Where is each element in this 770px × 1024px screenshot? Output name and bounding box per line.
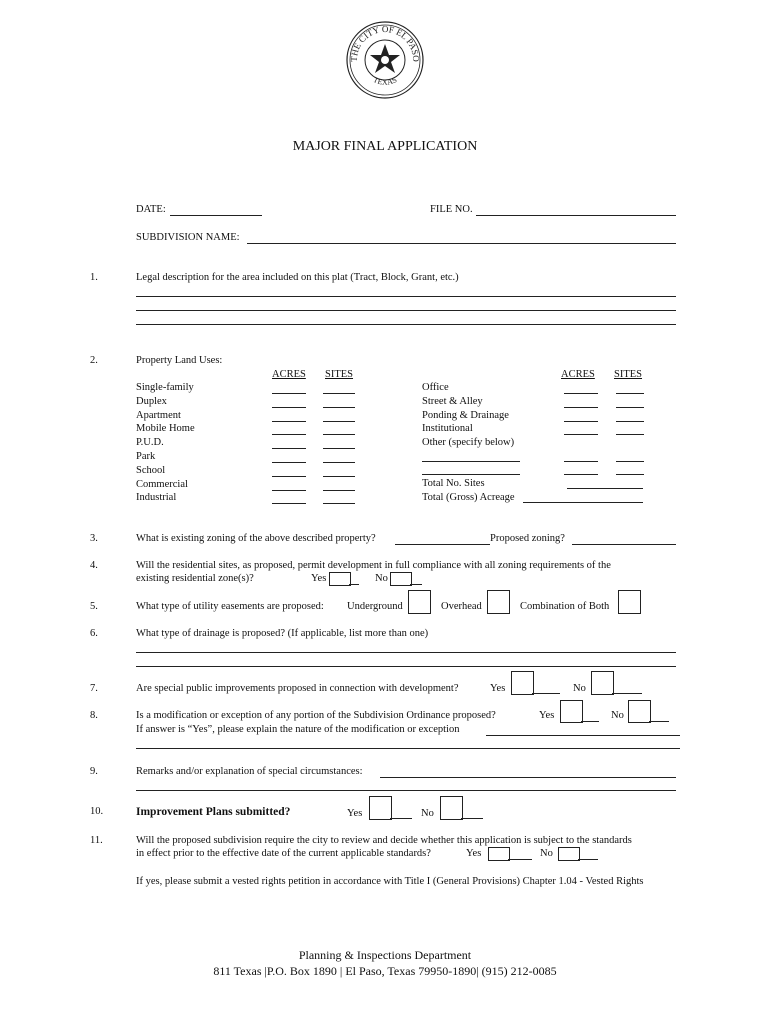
q8-no-label: No — [611, 710, 624, 721]
underground-label: Underground — [347, 601, 403, 612]
q6-line-1[interactable] — [136, 652, 676, 653]
sites-field[interactable] — [616, 407, 644, 408]
question-number: 8. — [90, 710, 98, 721]
sites-header-left: SITES — [325, 369, 354, 380]
q8-no-line — [649, 721, 669, 722]
acres-header-right: ACRES — [561, 369, 595, 380]
sites-field[interactable] — [323, 393, 355, 394]
sites-field[interactable] — [323, 421, 355, 422]
total-acreage-field[interactable] — [523, 502, 643, 503]
q6-line-2[interactable] — [136, 666, 676, 667]
sites-field[interactable] — [323, 490, 355, 491]
acres-field[interactable] — [272, 490, 306, 491]
other-sites-1[interactable] — [616, 461, 644, 462]
q9-remarks-label: Remarks and/or explanation of special circumstances: — [136, 766, 363, 777]
acres-field[interactable] — [272, 476, 306, 477]
subdivision-name-label: SUBDIVISION NAME: — [136, 232, 240, 243]
q8-explain-label: If answer is “Yes”, please explain the nature of the modification or exception — [136, 724, 460, 735]
q11-text-line1: Will the proposed subdivision require the city to review and decide whether this application is subject to the standards — [136, 835, 632, 846]
land-use-label: Ponding & Drainage — [422, 409, 509, 421]
q7-improvements-label: Are special public improvements proposed in connection with development? — [136, 683, 459, 694]
acres-field[interactable] — [272, 434, 306, 435]
svg-text:THE CITY OF EL PASO: THE CITY OF EL PASO — [348, 23, 422, 63]
footer-address: 811 Texas |P.O. Box 1890 | El Paso, Texas 79950-1890| (915) 212-0085 — [213, 964, 557, 978]
land-use-label: Other (specify below) — [422, 437, 515, 449]
q9-remarks-line-2[interactable] — [136, 790, 676, 791]
city-seal-logo — [345, 20, 425, 100]
land-use-label: Duplex — [136, 395, 167, 407]
q7-yes-line — [532, 693, 560, 694]
sites-field[interactable] — [323, 503, 355, 504]
land-use-label: Street & Alley — [422, 395, 483, 407]
date-label: DATE: — [136, 204, 166, 215]
q3-existing-zoning-label: What is existing zoning of the above described property? — [136, 533, 376, 544]
question-number: 11. — [90, 835, 103, 846]
sites-field[interactable] — [323, 476, 355, 477]
overhead-label: Overhead — [441, 601, 482, 612]
subdivision-name-field[interactable] — [247, 243, 676, 244]
overhead-checkbox[interactable] — [487, 590, 510, 614]
q11-text-line2: in effect prior to the effective date of the current applicable standards? — [136, 848, 431, 859]
sites-field[interactable] — [323, 448, 355, 449]
question-number: 10. — [90, 806, 104, 817]
acres-field[interactable] — [564, 421, 598, 422]
q8-modification-label: Is a modification or exception of any portion of the Subdivision Ordinance proposed? — [136, 710, 496, 721]
sites-field[interactable] — [323, 434, 355, 435]
land-use-label: Institutional — [422, 423, 473, 435]
sites-field[interactable] — [323, 462, 355, 463]
sites-field[interactable] — [616, 434, 644, 435]
proposed-zoning-field[interactable] — [572, 544, 676, 545]
q8-no-checkbox[interactable] — [628, 700, 651, 723]
other-acres-1[interactable] — [564, 461, 598, 462]
q2-land-uses-label: Property Land Uses: — [136, 355, 223, 366]
other-specify-line-1[interactable] — [422, 461, 520, 462]
q10-no-checkbox[interactable] — [440, 796, 463, 820]
q11-no-checkbox[interactable] — [558, 847, 580, 861]
land-use-label: Park — [136, 451, 156, 462]
q11-no-label: No — [540, 848, 553, 859]
q7-yes-checkbox[interactable] — [511, 671, 534, 695]
q10-improvement-plans-label: Improvement Plans submitted? — [136, 806, 291, 818]
sites-field[interactable] — [616, 393, 644, 394]
q11-yes-checkbox[interactable] — [488, 847, 510, 861]
question-number: 1. — [90, 272, 98, 283]
q10-yes-label: Yes — [347, 808, 363, 819]
file-no-label: FILE NO. — [430, 204, 473, 215]
page-title: MAJOR FINAL APPLICATION — [292, 139, 478, 154]
question-number: 5. — [90, 601, 98, 612]
q8-explain-line-2[interactable] — [136, 748, 680, 749]
acres-field[interactable] — [272, 503, 306, 504]
acres-field[interactable] — [272, 448, 306, 449]
combination-label: Combination of Both — [520, 601, 610, 612]
date-field[interactable] — [170, 215, 262, 216]
land-use-label: School — [136, 464, 166, 476]
q4-text-line2: existing residential zone(s)? — [136, 573, 254, 584]
other-sites-2[interactable] — [616, 474, 644, 475]
other-specify-line-2[interactable] — [422, 474, 520, 475]
q10-no-line — [461, 818, 483, 819]
q7-yes-label: Yes — [490, 683, 506, 694]
q4-no-checkbox[interactable] — [390, 572, 412, 586]
sites-field[interactable] — [616, 421, 644, 422]
total-sites-field[interactable] — [567, 488, 643, 489]
question-number: 4. — [90, 560, 98, 571]
q8-yes-checkbox[interactable] — [560, 700, 583, 723]
proposed-zoning-label: Proposed zoning? — [490, 533, 565, 544]
q11-vested-rights-note: If yes, please submit a vested rights petition in accordance with Title I (General Provisions) Chapter 1.04 - Vested Rights — [136, 876, 644, 887]
sites-header-right: SITES — [614, 369, 643, 380]
q7-no-line — [612, 693, 642, 694]
question-number: 9. — [90, 766, 98, 777]
q4-yes-line — [349, 584, 359, 585]
q8-yes-line — [581, 721, 599, 722]
acres-field[interactable] — [272, 393, 306, 394]
land-use-label: Commercial — [136, 478, 188, 490]
q10-no-label: No — [421, 808, 434, 819]
underground-checkbox[interactable] — [408, 590, 431, 614]
q11-no-line — [578, 859, 598, 860]
land-use-label: Apartment — [136, 409, 181, 421]
acres-field[interactable] — [564, 393, 598, 394]
q4-yes-label: Yes — [311, 573, 327, 584]
combination-checkbox[interactable] — [618, 590, 641, 614]
question-number: 7. — [90, 683, 98, 694]
q1-line-3[interactable] — [136, 324, 676, 325]
file-no-field[interactable] — [476, 215, 676, 216]
land-use-label: Mobile Home — [136, 423, 195, 435]
footer-department: Planning & Inspections Department — [298, 948, 472, 962]
q7-no-checkbox[interactable] — [591, 671, 614, 695]
q11-yes-line — [508, 859, 532, 860]
q8-yes-label: Yes — [539, 710, 555, 721]
sites-field[interactable] — [323, 407, 355, 408]
acres-field[interactable] — [272, 462, 306, 463]
q9-remarks-field[interactable] — [380, 777, 676, 778]
q5-easements-label: What type of utility easements are proposed: — [136, 601, 324, 612]
existing-zoning-field[interactable] — [395, 544, 490, 545]
acres-header-left: ACRES — [272, 369, 306, 380]
other-acres-2[interactable] — [564, 474, 598, 475]
q6-drainage-label: What type of drainage is proposed? (If applicable, list more than one) — [136, 628, 429, 639]
q1-line-2[interactable] — [136, 310, 676, 311]
acres-field[interactable] — [564, 407, 598, 408]
q4-no-line — [410, 584, 422, 585]
total-acreage-label: Total (Gross) Acreage — [422, 492, 515, 503]
land-use-label: Office — [422, 382, 449, 393]
q11-yes-label: Yes — [466, 848, 482, 859]
svg-text:TEXAS: TEXAS — [371, 75, 399, 87]
q1-line-1[interactable] — [136, 296, 676, 297]
land-use-label: P.U.D. — [136, 437, 164, 449]
q4-yes-checkbox[interactable] — [329, 572, 351, 586]
question-number: 2. — [90, 355, 98, 366]
q1-legal-description-label: Legal description for the area included on this plat (Tract, Block, Grant, etc.) — [136, 272, 459, 283]
land-use-label: Single-family — [136, 382, 194, 393]
q4-text-line1: Will the residential sites, as proposed, permit development in full compliance with all zoning requirements of the — [136, 560, 611, 571]
q10-yes-line — [390, 818, 412, 819]
land-use-label: Industrial — [136, 492, 177, 504]
q4-no-label: No — [375, 573, 388, 584]
total-sites-label: Total No. Sites — [422, 478, 485, 489]
question-number: 3. — [90, 533, 98, 544]
q7-no-label: No — [573, 683, 586, 694]
q8-explain-field[interactable] — [486, 735, 680, 736]
acres-field[interactable] — [272, 421, 306, 422]
question-number: 6. — [90, 628, 98, 639]
acres-field[interactable] — [564, 434, 598, 435]
acres-field[interactable] — [272, 407, 306, 408]
q10-yes-checkbox[interactable] — [369, 796, 392, 820]
